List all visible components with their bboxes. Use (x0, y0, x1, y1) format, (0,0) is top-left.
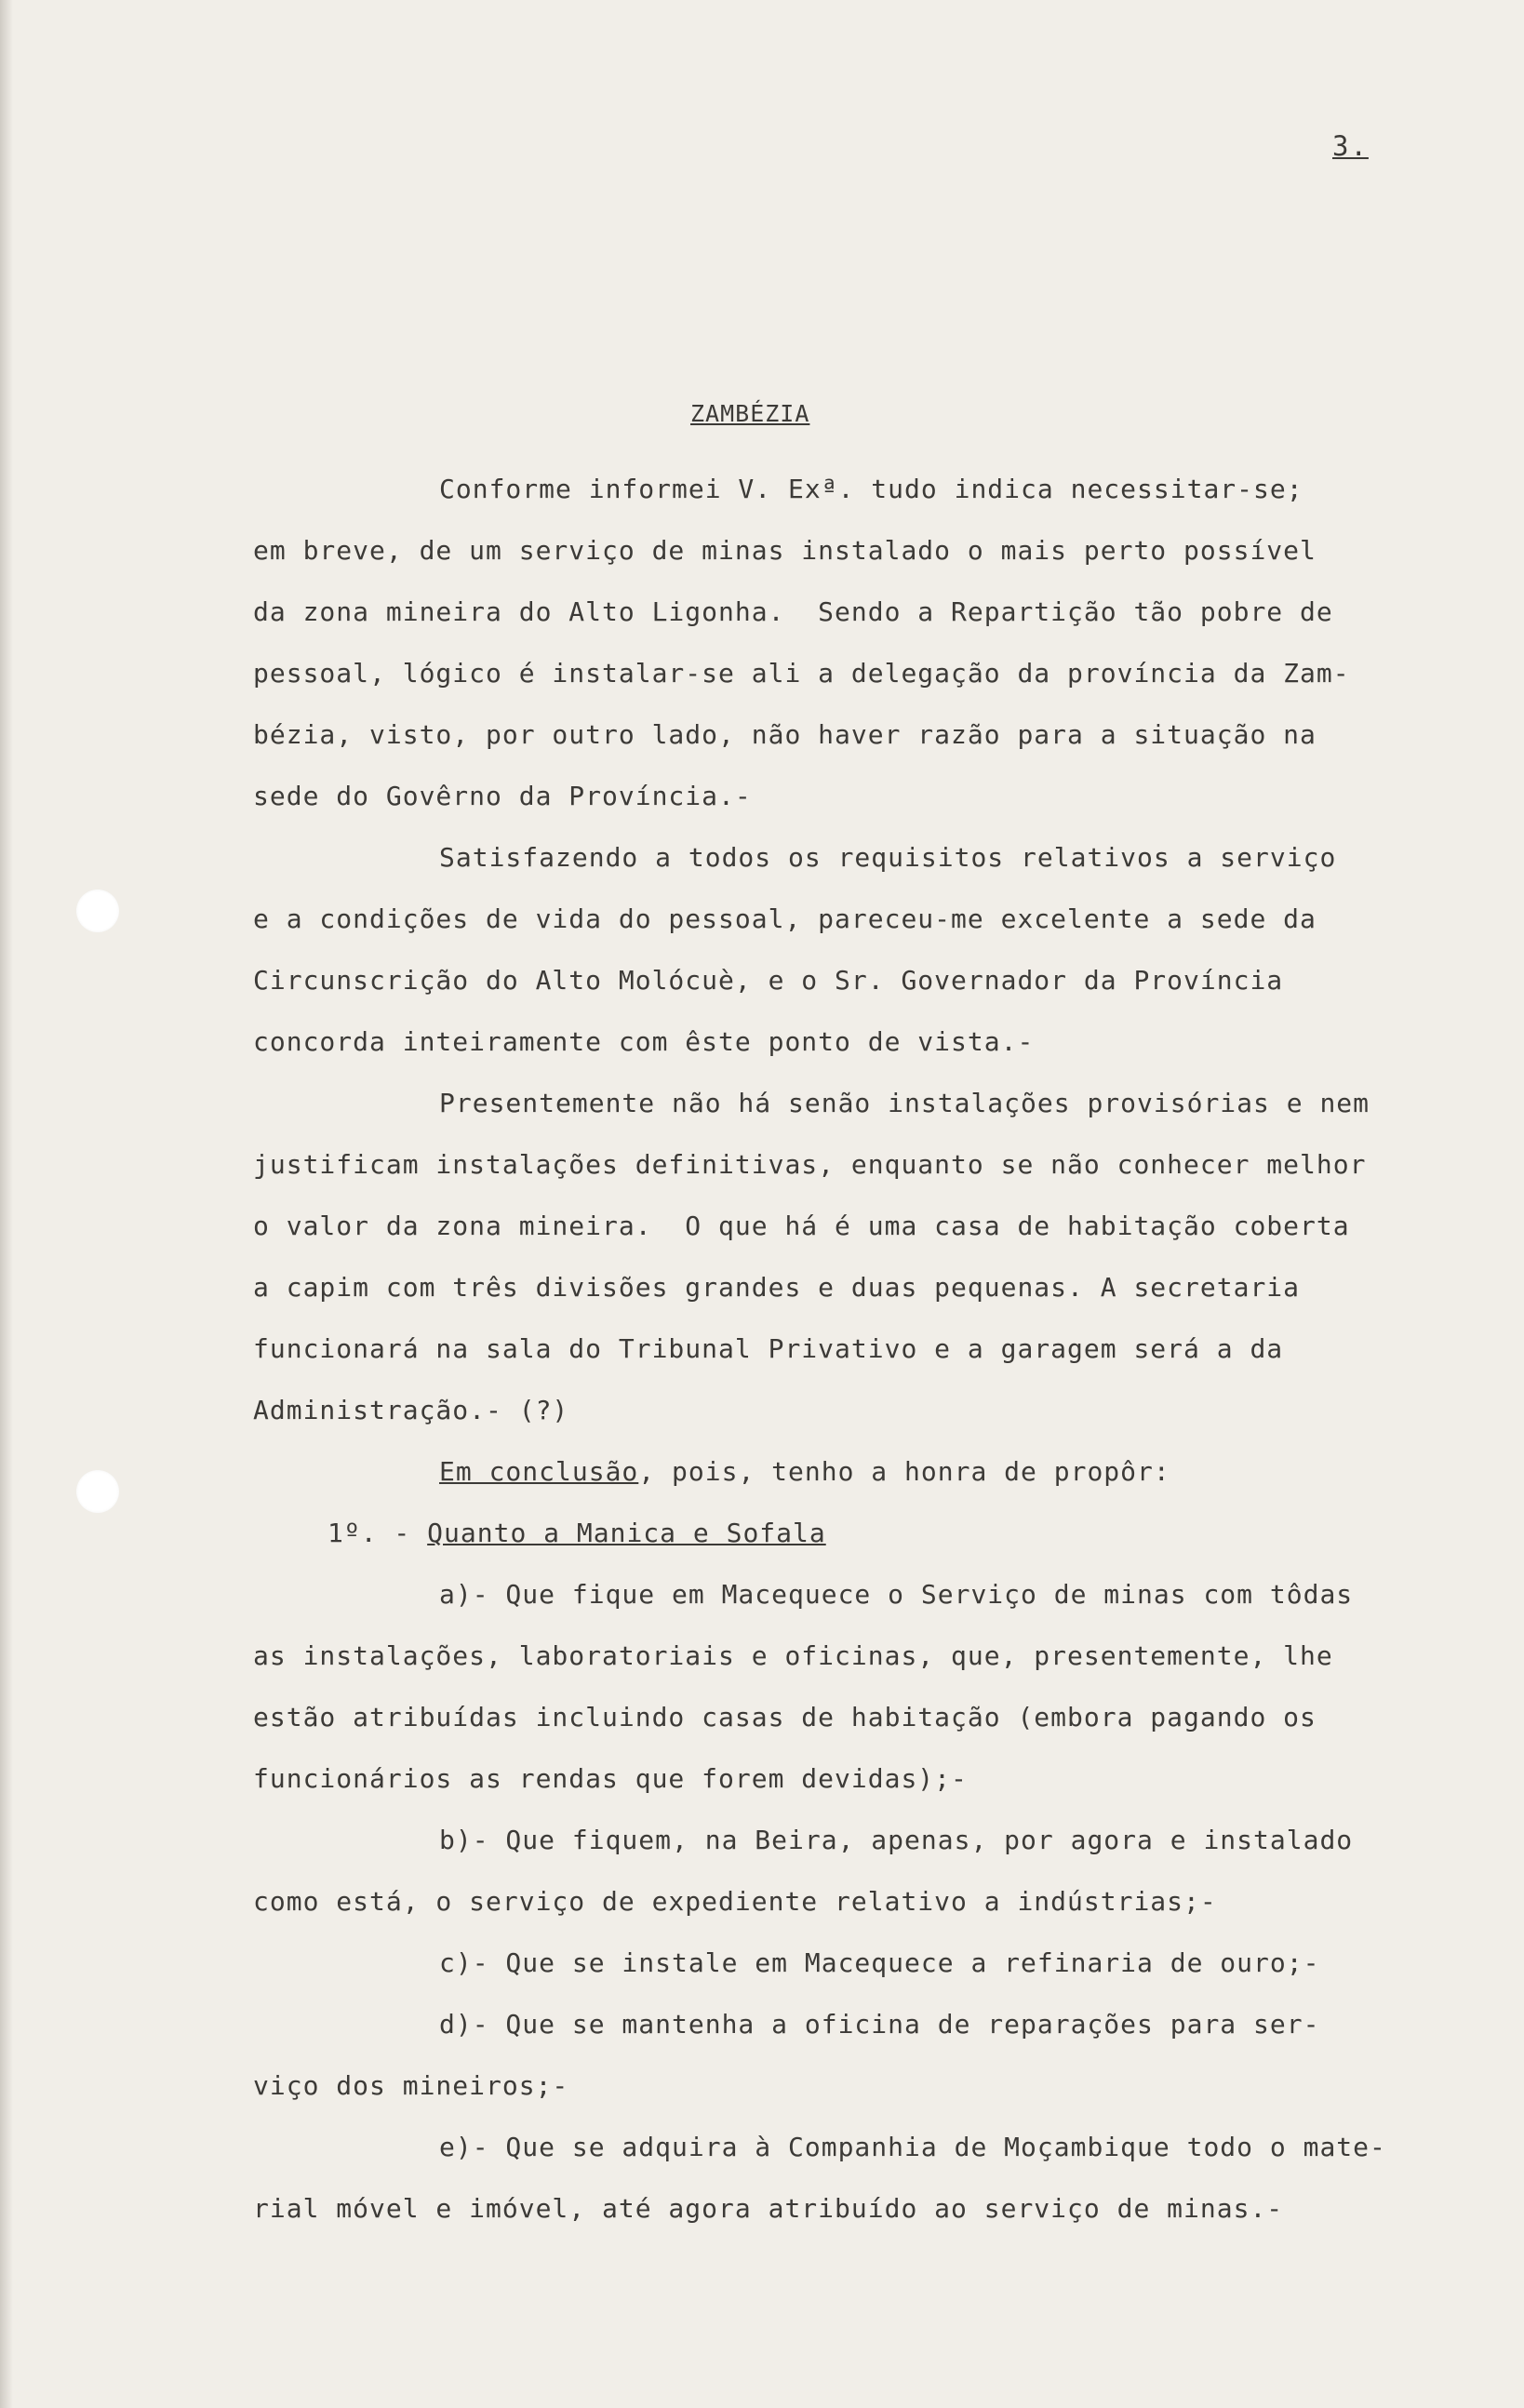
page-number: 3. (1332, 130, 1369, 162)
text-line: Em conclusão, pois, tenho a honra de propôr: (439, 1456, 1170, 1487)
text-line: b)- Que fiquem, na Beira, apenas, por agora e instalado (439, 1825, 1354, 1855)
text-line: estão atribuídas incluindo casas de habitação (embora pagando os (253, 1702, 1317, 1732)
text-line: pessoal, lógico é instalar-se ali a delegação da província da Zam- (253, 658, 1350, 689)
text-line: em breve, de um serviço de minas instalado o mais perto possível (253, 535, 1317, 566)
text-line: e)- Que se adquira à Companhia de Moçambique todo o mate- (439, 2132, 1386, 2162)
text-line: c)- Que se instale em Macequece a refinaria de ouro;- (439, 1947, 1320, 1978)
punch-hole-bottom (76, 1470, 119, 1513)
text-line: da zona mineira do Alto Ligonha. Sendo a Repartição tão pobre de (253, 596, 1333, 627)
text-line: rial móvel e imóvel, até agora atribuído ao serviço de minas.- (253, 2193, 1284, 2224)
text-line: Presentemente não há senão instalações provisórias e nem (439, 1088, 1370, 1118)
text-line: sede do Govêrno da Província.- (253, 781, 752, 811)
text-line: e a condições de vida do pessoal, pareceu-me excelente a sede da (253, 903, 1317, 934)
text-line: d)- Que se mantenha a oficina de reparações para ser- (439, 2009, 1320, 2040)
text-line: justificam instalações definitivas, enquanto se não conhecer melhor (253, 1149, 1367, 1180)
text-line: a)- Que fique em Macequece o Serviço de minas com tôdas (439, 1579, 1354, 1610)
text-line: Administração.- (?) (253, 1395, 569, 1425)
text-line: viço dos mineiros;- (253, 2070, 569, 2101)
text-line: Circunscrição do Alto Molócuè, e o Sr. Governador da Província (253, 965, 1284, 996)
text-line: como está, o serviço de expediente relativo a indústrias;- (253, 1886, 1217, 1917)
text-line: 1º. - Quanto a Manica e Sofala (328, 1518, 826, 1548)
text-line: as instalações, laboratoriais e oficinas, que, presentemente, lhe (253, 1640, 1333, 1671)
text-line: o valor da zona mineira. O que há é uma casa de habitação coberta (253, 1211, 1350, 1241)
text-line: concorda inteiramente com êste ponto de vista.- (253, 1026, 1035, 1057)
text-line: funcionará na sala do Tribunal Privativo e a garagem será a da (253, 1333, 1284, 1364)
text-line: Conforme informei V. Exª. tudo indica necessitar-se; (439, 474, 1303, 504)
text-line: funcionários as rendas que forem devidas);- (253, 1763, 968, 1794)
section-heading: ZAMBÉZIA (690, 400, 810, 427)
page-edge-shadow (0, 0, 13, 2408)
text-line: a capim com três divisões grandes e duas pequenas. A secretaria (253, 1272, 1301, 1303)
text-line: Satisfazendo a todos os requisitos relativos a serviço (439, 842, 1337, 873)
text-line: bézia, visto, por outro lado, não haver razão para a situação na (253, 719, 1317, 750)
punch-hole-top (76, 890, 119, 932)
